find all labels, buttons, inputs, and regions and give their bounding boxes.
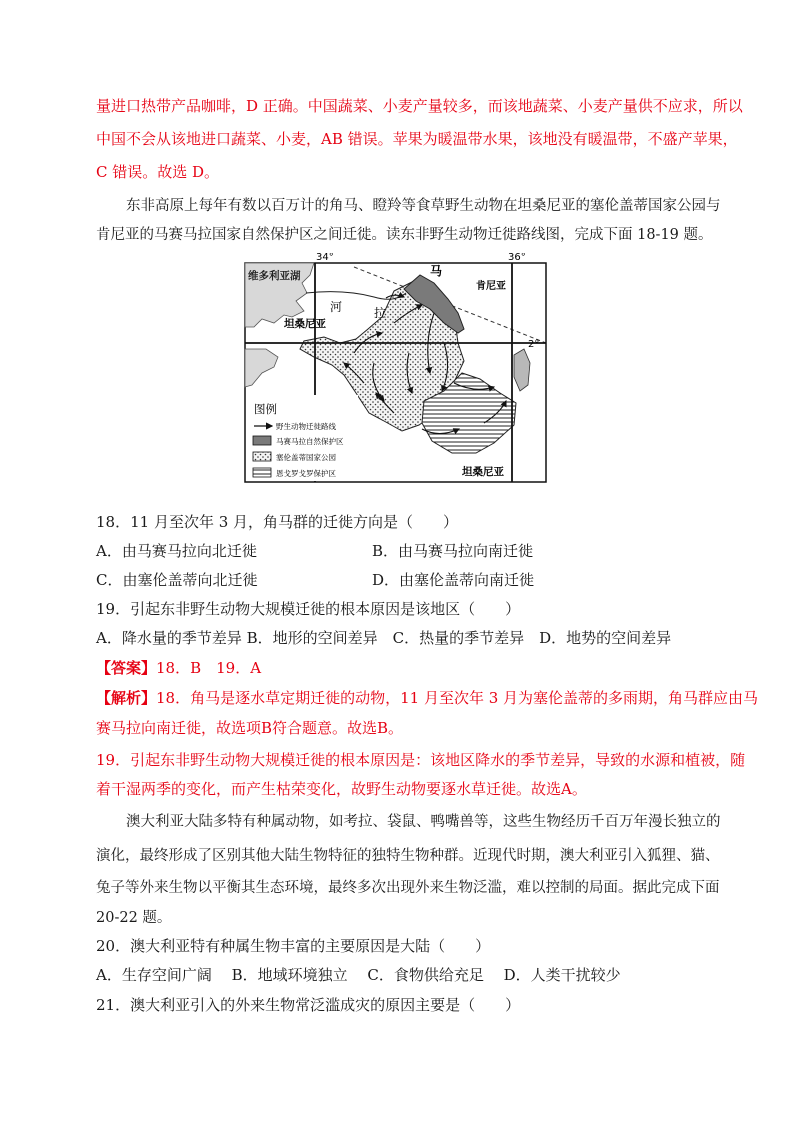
passage2-line-2: 演化，最终形成了区别其他大陆生物特征的独特生物种群。近现代时期，澳大利亚引入狐狸、猫、 <box>96 848 720 864</box>
legend-item-masai: 马赛马拉自然保护区 <box>276 437 344 446</box>
passage2-line-3: 兔子等外来生物以平衡其生态环境，最终多次出现外来生物泛滥，难以控制的局面。据此完成下面 <box>96 880 720 896</box>
analysis-line-4: 着干湿两季的变化，而产生枯荣变化，故野生动物要逐水草迁徙。故选A。 <box>96 780 587 798</box>
legend-serengeti-symbol <box>253 452 271 461</box>
legend-masai-symbol <box>253 436 271 445</box>
he-label: 河 <box>330 300 343 314</box>
legend-title: 图例 <box>254 402 277 416</box>
legend-item-route: 野生动物迁徙路线 <box>276 422 336 431</box>
passage1-line-2: 肯尼亚的马赛马拉国家自然保护区之间迁徙。读东非野生动物迁徙路线图，完成下面 18-19 题。 <box>96 227 713 243</box>
passage2-line-1: 澳大利亚大陆多特有种属动物，如考拉、袋鼠、鸭嘴兽等，这些生物经历千百万年漫长独立的 <box>126 814 721 830</box>
prev-answer-line-1: 量进口热带产品咖啡，D 正确。中国蔬菜、小麦产量较多，而该地蔬菜、小麦产量供不应求，所以 <box>96 97 743 115</box>
answer-text: 18．B 19．A <box>156 659 262 677</box>
q18-option-b: B．由马赛马拉向南迁徙 <box>372 542 534 560</box>
prev-answer-line-3: C 错误。故选 D。 <box>96 163 220 181</box>
q19-stem: 19．引起东非野生动物大规模迁徙的根本原因是该地区（ ） <box>96 600 521 618</box>
answer-line <box>96 658 261 678</box>
kenya-label: 肯尼亚 <box>476 281 506 292</box>
answer-label: 【答案】 <box>96 659 157 677</box>
migration-map <box>244 253 547 483</box>
legend-item-serengeti: 塞伦盖蒂国家公园 <box>276 453 336 462</box>
q21-stem: 21．澳大利亚引入的外来生物常泛滥成灾的原因主要是（ ） <box>96 996 521 1014</box>
q18-option-c: C．由塞伦盖蒂向北迁徙 <box>96 571 258 589</box>
prev-answer-line-2: 中国不会从该地进口蔬菜、小麦，AB 错误。苹果为暖温带水果，该地没有暖温带，不盛产苹果， <box>96 130 738 148</box>
la-label: 拉 <box>374 306 387 320</box>
passage2-line-4: 20-22 题。 <box>96 910 172 926</box>
lat-2-label: 2° <box>528 339 540 350</box>
analysis-line-1 <box>96 688 758 708</box>
analysis-text-1: 18．角马是逐水草定期迁徙的动物，11 月至次年 3 月为塞伦盖蒂的多雨期，角马群应由马 <box>156 689 759 707</box>
q18-stem: 18．11 月至次年 3 月，角马群的迁徙方向是（ ） <box>96 513 459 531</box>
lon-36-label: 36° <box>508 253 526 263</box>
analysis-line-2: 赛马拉向南迁徙，故选项B符合题意。故选B。 <box>96 719 404 737</box>
legend-item-ngorongoro: 恩戈罗戈罗保护区 <box>276 469 336 478</box>
analysis-label: 【解析】 <box>96 689 157 707</box>
lake-victoria-label: 维多利亚湖 <box>248 270 301 282</box>
q20-stem: 20．澳大利亚特有种属生物丰富的主要原因是大陆（ ） <box>96 937 491 955</box>
passage1-line-1: 东非高原上每年有数以百万计的角马、瞪羚等食草野生动物在坦桑尼亚的塞伦盖蒂国家公园与 <box>126 198 721 214</box>
ma-label: 马 <box>430 264 443 278</box>
analysis-line-3: 19．引起东非野生动物大规模迁徙的根本原因是：该地区降水的季节差异，导致的水源和植被，随 <box>96 751 746 769</box>
q19-options: A．降水量的季节差异 B．地形的空间差异 C．热量的季节差异 D．地势的空间差异 <box>96 629 672 647</box>
q18-option-d: D．由塞伦盖蒂向南迁徙 <box>372 571 535 589</box>
lon-34-label: 34° <box>316 253 334 263</box>
q18-option-a: A．由马赛马拉向北迁徙 <box>96 542 257 560</box>
legend-ngorongoro-symbol <box>253 468 271 477</box>
tanzania-south-label: 坦桑尼亚 <box>462 466 504 478</box>
tanzania-west-label: 坦桑尼亚 <box>284 318 326 330</box>
q20-options: A．生存空间广阔 B．地域环境独立 C．食物供给充足 D．人类干扰较少 <box>96 966 621 984</box>
